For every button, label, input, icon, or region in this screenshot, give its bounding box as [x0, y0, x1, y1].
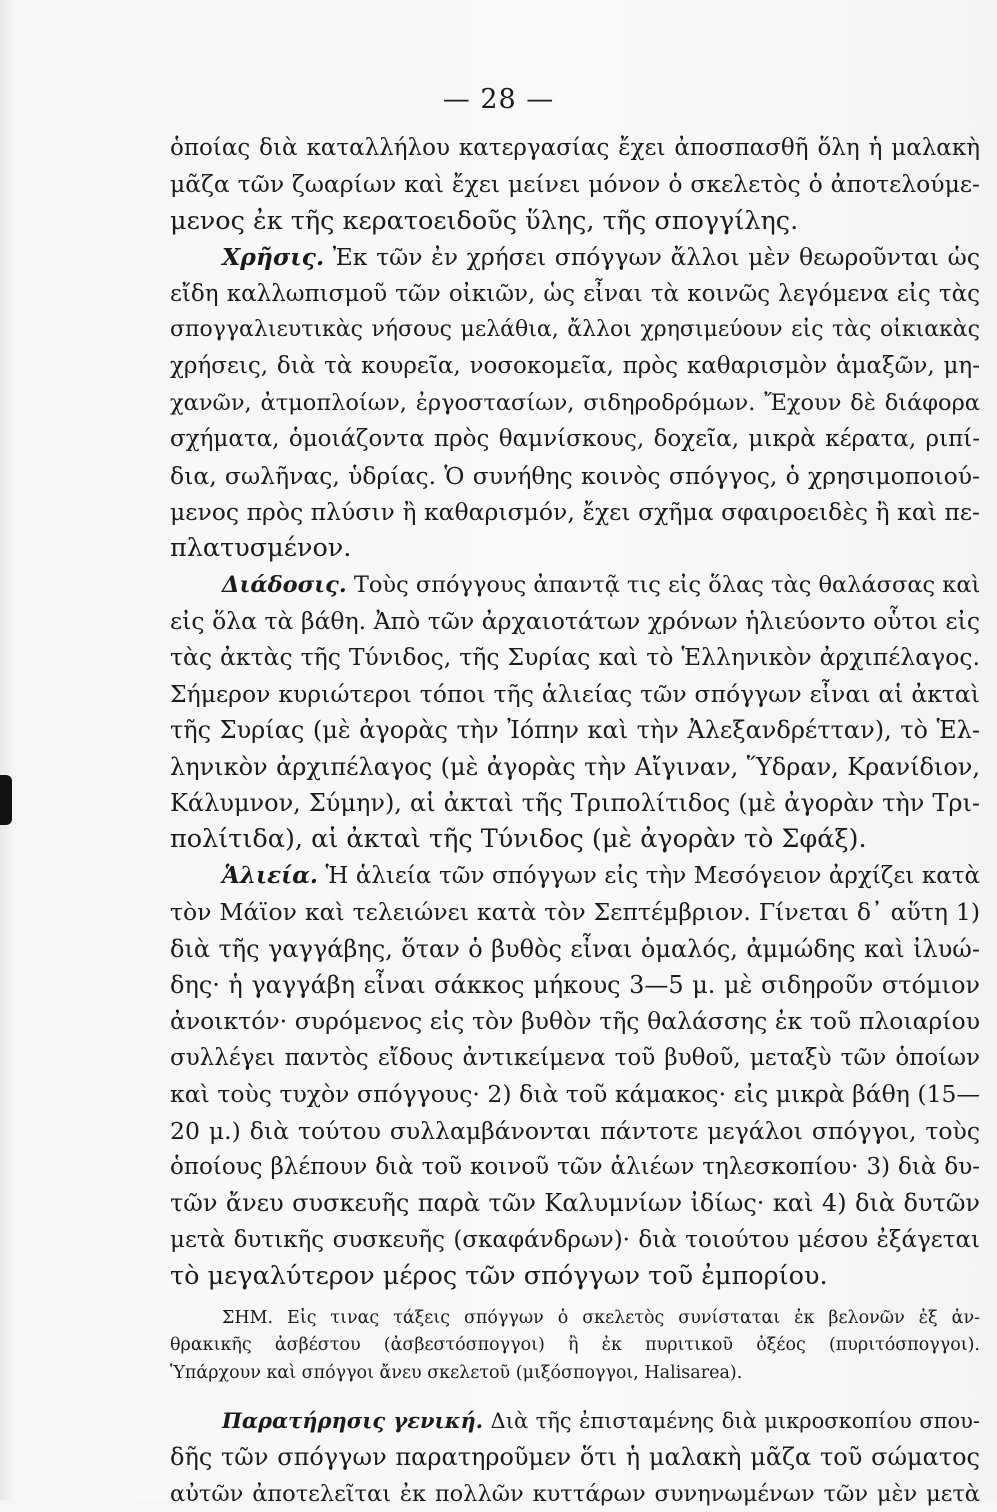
text-line [170, 1403, 980, 1439]
text-line: μενος πρὸς πλύσιν ἢ καθαρισμόν, ἔχει σχῆμα σφαιροειδὲς ἢ καὶ πε- [170, 497, 980, 526]
text-line: καὶ τοὺς τυχὸν σπόγγους· 2) διὰ τοῦ κάμακος· εἰς μικρὰ βάθη (15— [170, 1080, 980, 1109]
text-line: σπογγαλιευτικὰς νήσους μελάθια, ἄλλοι χρησιμεύουν εἰς τὰς οἰκιακὰς [170, 316, 980, 342]
section-heading: Παρατήρησις γενική. [222, 1408, 484, 1433]
text-line: δια, σωλῆνας, ὑδρίας. Ὁ συνήθης κοινὸς σπόγγος, ὁ χρησιμοποιού- [170, 461, 980, 490]
footnote-line: Ὑπάρχουν καὶ σπόγγοι ἄνευ σκελετοῦ (μιξόσπογγοι, Halisarea). [170, 1362, 743, 1383]
text-line: χανῶν, ἀτμοπλοίων, ἐργοστασίων, σιδηροδρόμων. Ἔχουν δὲ διάφορα [170, 389, 980, 416]
text-run: Ἐκ τῶν ἐν χρήσει σπόγγων ἄλλοι μὲν θεωροῦνται ὡς [332, 243, 980, 272]
text-line: τὸ μεγαλύτερον μέρος τῶν σπόγγων τοῦ ἐμπορίου. [170, 1261, 828, 1292]
footnote-line: θρακικῆς ἀσβέστου (ἀσβεστόσπογγοι) ἢ ἐκ πυριτικοῦ ὀξέος (πυριτόσπογγοι). [170, 1335, 980, 1355]
text-line: διὰ τῆς γαγγάβης, ὅταν ὁ βυθὸς εἶναι ὁμαλός, ἀμμώδης καὶ ἰλυώ- [170, 934, 980, 963]
footnote-line: ΣΗΜ. Εἰς τινας τάξεις σπόγγων ὁ σκελετὸς συνίσταται ἐκ βελονῶν ἐξ ἀν- [222, 1307, 980, 1328]
text-line: πλατυσμένον. [170, 533, 352, 564]
text-line: ἀνοικτόν· συρόμενος εἰς τὸν βυθὸν τῆς θαλάσσης ἐκ τοῦ πλοιαρίου [170, 1007, 980, 1036]
text-line: ὁποίους βλέπουν διὰ τοῦ κοινοῦ τῶν ἁλιέων τηλεσκοπίου· 3) διὰ δυ- [170, 1153, 980, 1180]
section-heading: Χρῆσις. [222, 243, 325, 272]
section-heading: Διάδοσις. [222, 571, 347, 598]
text-line: Κάλυμνον, Σύμην), αἱ ἀκταὶ τῆς Τριπολίτιδος (μὲ ἀγορὰν τὴν Τρι- [170, 789, 980, 818]
text-line: τὸν Μάϊον καὶ τελειώνει κατὰ τὸν Σεπτέμβριον. Γίνεται δ᾽ αὕτη 1) [170, 898, 980, 927]
text-line: δης· ἡ γαγγάβη εἶναι σάκκος μήκους 3—5 μ. μὲ σιδηροῦν στόμιον [170, 970, 980, 999]
page-number: — 28 — [442, 84, 555, 115]
body-text [170, 130, 980, 1512]
text-line: δῆς τῶν σπόγγων παρατηροῦμεν ὅτι ἡ μαλακὴ μᾶζα τοῦ σώματος [170, 1443, 980, 1472]
text-line: σχήματα, ὁμοιάζοντα πρὸς θαμνίσκους, δοχεῖα, μικρὰ κέρατα, ριπί- [170, 426, 980, 453]
text-line: αὐτῶν ἀποτελεῖται ἐκ πολλῶν κυττάρων συνηνωμένων τῶν μὲν μετὰ [170, 1480, 980, 1507]
text-line: 20 μ.) διὰ τούτου συλλαμβάνονται πάντοτε μεγάλοι σπόγγοι, τοὺς [170, 1116, 980, 1145]
text-line: ληνικὸν ἀρχιπέλαγος (μὲ ἀγορὰς τὴν Αἴγιναν, Ὕδραν, Κρανίδιον, [170, 752, 980, 781]
binding-mark [0, 775, 12, 825]
text-run: Τοὺς σπόγγους ἀπαντᾷ τις εἰς ὅλας τὰς θαλάσσας καὶ [353, 571, 981, 598]
text-line: συλλέγει παντὸς εἴδους ἀντικείμενα τοῦ βυθοῦ, μεταξὺ τῶν ὁποίων [170, 1044, 980, 1071]
footnote [170, 1305, 980, 1388]
section-heading: Ἁλιεία. [222, 861, 318, 889]
text-line [170, 239, 980, 275]
text-line: μενος ἐκ τῆς κερατοειδοῦς ὕλης, τῆς σπογγίλης. [170, 205, 799, 236]
text-line: ὁποίας διὰ καταλλήλου κατεργασίας ἔχει ἀποσπασθῆ ὅλη ἡ μαλακὴ [170, 135, 980, 161]
text-line [170, 567, 980, 603]
text-line: τῶν ἄνευ συσκευῆς παρὰ τῶν Καλυμνίων ἰδίως· καὶ 4) διὰ δυτῶν [170, 1189, 980, 1218]
text-line: χρήσεις, διὰ τὰ κουρεῖα, νοσοκομεῖα, πρὸς καθαρισμὸν ἁμαξῶν, μη- [170, 353, 980, 380]
text-run: Διὰ τῆς ἐπισταμένης διὰ μικροσκοπίου σπου- [490, 1409, 980, 1433]
text-line: τὰς ἀκτὰς τῆς Τύνιδος, τῆς Συρίας καὶ τὸ Ἑλληνικὸν ἀρχιπέλαγος. [170, 643, 980, 672]
text-run: Ἡ ἁλιεία τῶν σπόγγων εἰς τὴν Μεσόγειον ἀρχίζει κατὰ [325, 862, 980, 889]
text-line: εἰς ὅλα τὰ βάθη. Ἀπὸ τῶν ἀρχαιοτάτων χρόνων ἡλιεύοντο οὗτοι εἰς [170, 607, 980, 636]
text-line: τῆς Συρίας (μὲ ἀγορὰς τὴν Ἰόπην καὶ τὴν Ἀλεξανδρέτταν), τὸ Ἑλ- [170, 716, 980, 745]
text-line: μετὰ δυτικῆς συσκευῆς (σκαφάνδρων)· διὰ τοιούτου μέσου ἐξάγεται [170, 1226, 980, 1253]
text-line [170, 858, 980, 894]
text-line: Σήμερον κυριώτεροι τόποι τῆς ἁλιείας τῶν σπόγγων εἶναι αἱ ἀκταὶ [170, 679, 980, 708]
text-line: εἴδη καλλωπισμοῦ τῶν οἰκιῶν, ὡς εἶναι τὰ κοινῶς λεγόμενα εἰς τὰς [170, 280, 980, 307]
text-line: πολίτιδα), αἱ ἀκταὶ τῆς Τύνιδος (μὲ ἀγορὰν τὸ Σφάξ). [170, 824, 867, 855]
text-line: μᾶζα τῶν ζωαρίων καὶ ἔχει μείνει μόνον ὁ σκελετὸς ὁ ἀποτελούμε- [170, 170, 980, 199]
